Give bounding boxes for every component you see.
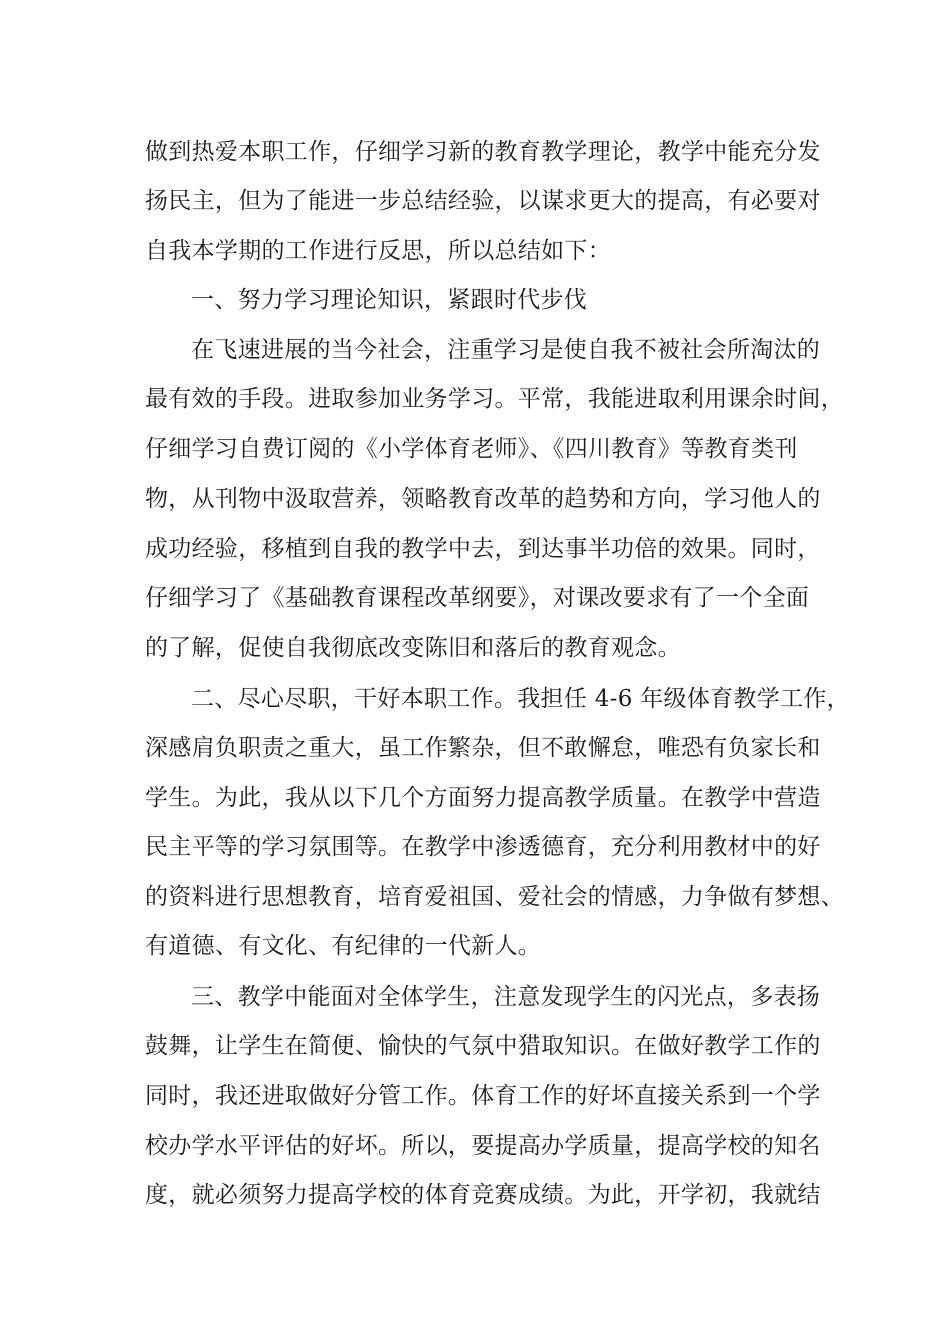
text-line: 三、教学中能面对全体学生，注意发现学生的闪光点，多表扬 xyxy=(191,984,821,1010)
text-line: 度，就必须努力提高学校的体育竞赛成绩。为此，开学初，我就结 xyxy=(145,1182,821,1208)
text-line: 物，从刊物中汲取营养，领略教育改革的趋势和方向，学习他人的 xyxy=(145,486,821,512)
text-line: 仔细学习了《基础教育课程改革纲要》，对课改要求有了一个全面 xyxy=(145,585,810,611)
text-line: 自我本学期的工作进行反思，所以总结如下： xyxy=(145,238,611,264)
text-line: 民主平等的学习氛围等。在教学中渗透德育，充分利用教材中的好 xyxy=(145,834,821,860)
text-line: 的资料进行思想教育，培育爱祖国、爱社会的情感，力争做有梦想、 xyxy=(145,884,844,910)
text-line: 仔细学习自费订阅的《小学体育老师》、《四川教育》等教育类刊 xyxy=(145,436,798,462)
text-line: 同时，我还进取做好分管工作。体育工作的好坏直接关系到一个学 xyxy=(145,1083,821,1109)
section-heading: 一、努力学习理论知识，紧跟时代步伐 xyxy=(191,287,588,313)
text-line: 的了解，促使自我彻底改变陈旧和落后的教育观念。 xyxy=(145,635,681,661)
text-line: 二、尽心尽职，干好本职工作。我担任 4-6 年级体育教学工作， xyxy=(191,686,850,712)
text-line: 校办学水平评估的好坏。所以，要提高办学质量，提高学校的知名 xyxy=(145,1133,821,1159)
text-line: 在飞速进展的当今社会，注重学习是使自我不被社会所淘汰的 xyxy=(191,337,821,363)
text-line: 成功经验，移植到自我的教学中去，到达事半功倍的效果。同时， xyxy=(145,536,821,562)
text-line: 鼓舞，让学生在简便、愉快的气氛中猎取知识。在做好教学工作的 xyxy=(145,1033,821,1059)
text-line: 学生。为此，我从以下几个方面努力提高教学质量。在教学中营造 xyxy=(145,785,821,811)
text-line: 做到热爱本职工作，仔细学习新的教育教学理论，教学中能充分发 xyxy=(145,139,821,165)
text-line: 最有效的手段。进取参加业务学习。平常，我能进取利用课余时间， xyxy=(145,386,844,412)
text-line: 有道德、有文化、有纪律的一代新人。 xyxy=(145,933,542,959)
text-line: 深感肩负职责之重大，虽工作繁杂，但不敢懈怠，唯恐有负家长和 xyxy=(145,735,821,761)
text-line: 扬民主，但为了能进一步总结经验，以谋求更大的提高，有必要对 xyxy=(145,188,821,214)
